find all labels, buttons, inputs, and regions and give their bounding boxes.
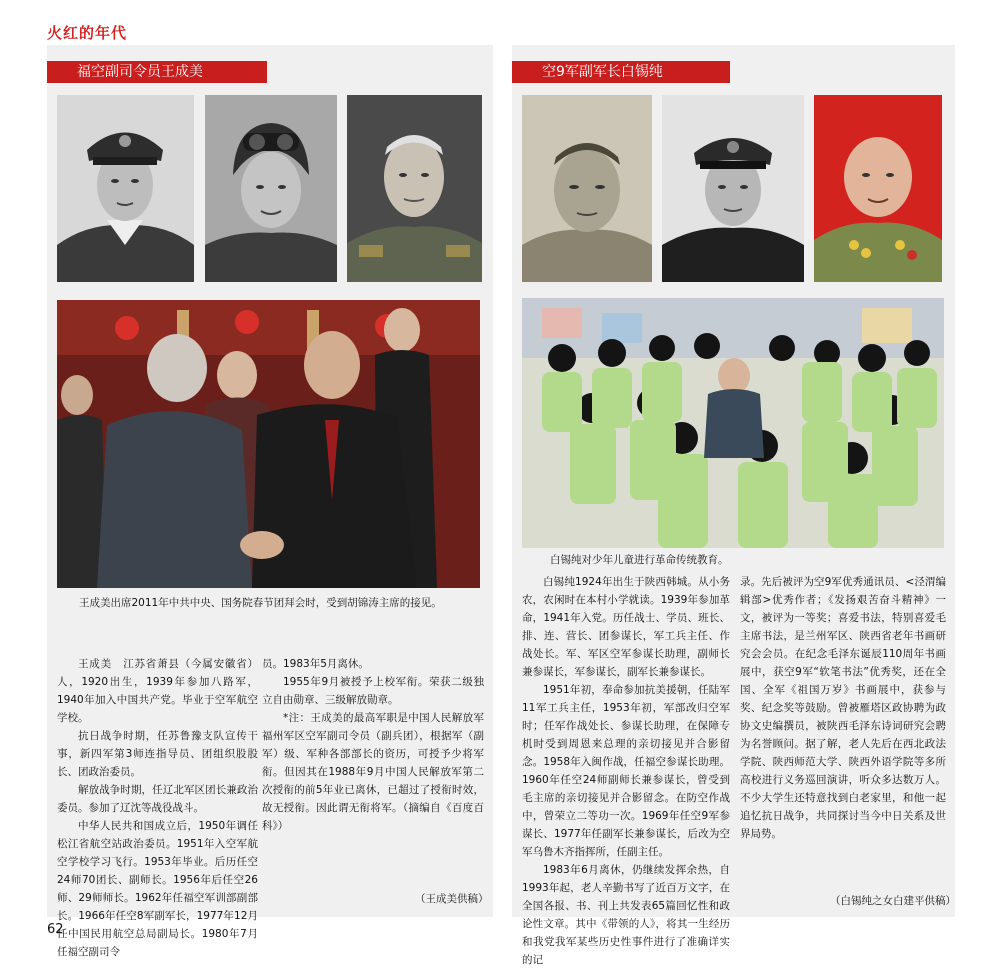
left-article-panel	[47, 45, 493, 958]
portrait-officer-cap-2-photo	[662, 95, 804, 282]
left-article-heading: 福空副司令员王成美	[47, 61, 267, 83]
paragraph: 抗日战争时期，任苏鲁豫支队宣传干事，新四军第3师连指导员、团组织股股长、团政治委员。	[57, 730, 258, 778]
paragraph: 王成美 江苏省萧县（今属安徽省）人，1920出生，1939年参加八路军，1940年加入中国共产党。毕业于空军航空学校。	[57, 658, 258, 724]
paragraph: 1983年6月离休，仍继续发挥余热，自1993年起，老人辛勤书写了近百万文字，在全国各报、书、刊上共发表65篇回忆性和政论性文章。其中《带领的人》，将其一生经历和我党我军某些历史性事件进行了准确详实的记	[522, 864, 730, 966]
children-education-photo	[522, 298, 944, 548]
portrait-senior-officer-photo	[347, 95, 482, 282]
right-photo-caption: 白锡纯对少年儿童进行革命传统教育。	[550, 554, 729, 566]
left-photo-credit: （王成美供稿）	[415, 893, 489, 905]
paragraph: 解放战争时期，任辽北军区团长兼政治委员。参加了辽沈等战役战斗。	[57, 784, 258, 814]
paragraph: 录。先后被评为空9军优秀通讯员、<泾渭编辑部>优秀作者；《发扬艰苦奋斗精神》一文，被评为一等奖；喜爱书法，特别喜爱毛主席书法，是兰州军区、陕西省老年书画研究会会员。在纪念毛泽东诞辰110周年书画展中，获空9军“软笔书法”优秀奖，还在全国、全军《祖国万岁》书画展中，获参与奖、纪念奖等鼓励。曾被雁塔区政协聘为政协文史编撰员，被陕西毛泽东诗词研究会聘为名誉顾问。据了解，老人先后在西北政法学院、陕西师范大学、陕西外语学院等多所高校进行义务巡回演讲，听众多达数万人。不少大学生还特意找到白老家里，和他一起追忆抗日战争，共同探讨当今中日关系及世界局势。	[740, 576, 946, 840]
right-article-panel	[512, 45, 956, 966]
handshake-reception-photo	[57, 300, 480, 588]
right-article-column-1	[522, 573, 730, 969]
portrait-elderly-medals-photo	[814, 95, 942, 282]
paragraph: 白锡纯1924年出生于陕西韩城。从小务农，农闲时在本村小学就读。1939年参加革命，1941年入党。历任战士、学员、班长、排、连、营长、团参谋长，军工兵主任、作战处长。军、军区空军参谋长助理，副师长兼参谋长，军参谋长，副军长兼参谋长。	[522, 576, 730, 678]
left-photo-caption: 王成美出席2011年中共中央、国务院春节团拜会时，受到胡锦涛主席的接见。	[79, 597, 442, 609]
portrait-officer-cap-photo	[57, 95, 194, 282]
paragraph: 1955年9月被授予上校军衔。荣获二级独立自由勋章、三级解放勋章。	[262, 676, 484, 706]
section-title: 火红的年代	[47, 24, 128, 42]
page-number: 62	[47, 922, 64, 937]
right-photo-credit: （白锡纯之女白建平供稿）	[830, 895, 956, 907]
portrait-pilot-goggles-photo	[205, 95, 337, 282]
paragraph: *注：王成美的最高军职是中国人民解放军福州军区空军副司令员（副兵团），根据军（副军）级、军种各部部长的资历，可授予少将军衔。但因其在1988年9月中国人民解放军第二次授衔的前5年业已离休，已超过了授衔时效，故无授衔。因此谓无衔将军。（摘编自《百度百科》）	[262, 712, 484, 832]
paragraph: 中华人民共和国成立后，1950年调任松江省航空站政治委员。1951年入空军航空学校学习飞行。1953年毕业。后历任空24师70团长、副师长。1956年后任空26师、29师师长。1962年任福空军训部副部长。1966年任空8军副军长，1977年12月任中国民用航空总局副局长。1980年7月任福空副司令	[57, 820, 258, 958]
left-article-column-2	[262, 655, 484, 835]
left-article-column-1	[57, 655, 258, 961]
paragraph: 员。1983年5月离休。	[262, 658, 369, 670]
right-article-heading: 空9军副军长白锡纯	[512, 61, 730, 83]
right-article-column-2	[740, 573, 946, 843]
portrait-young-soldier-photo	[522, 95, 652, 282]
paragraph: 1951年初，奉命参加抗美援朝，任陆军11军工兵主任，1953年初，军部改归空军时；任军作战处长、参谋长助理，在保障专机时受到周恩来总理的亲切接见并合影留念。1958年入闽作战，任福空参谋长助理。1960年任空24师副师长兼参谋长，曾受到毛主席的亲切接见并合影留念。在防空作战中，曾荣立二等功一次。1969年任空9军参谋长、1977年任副军长兼参谋长，后改为空军乌鲁木齐指挥所，任副主任。	[522, 684, 730, 858]
